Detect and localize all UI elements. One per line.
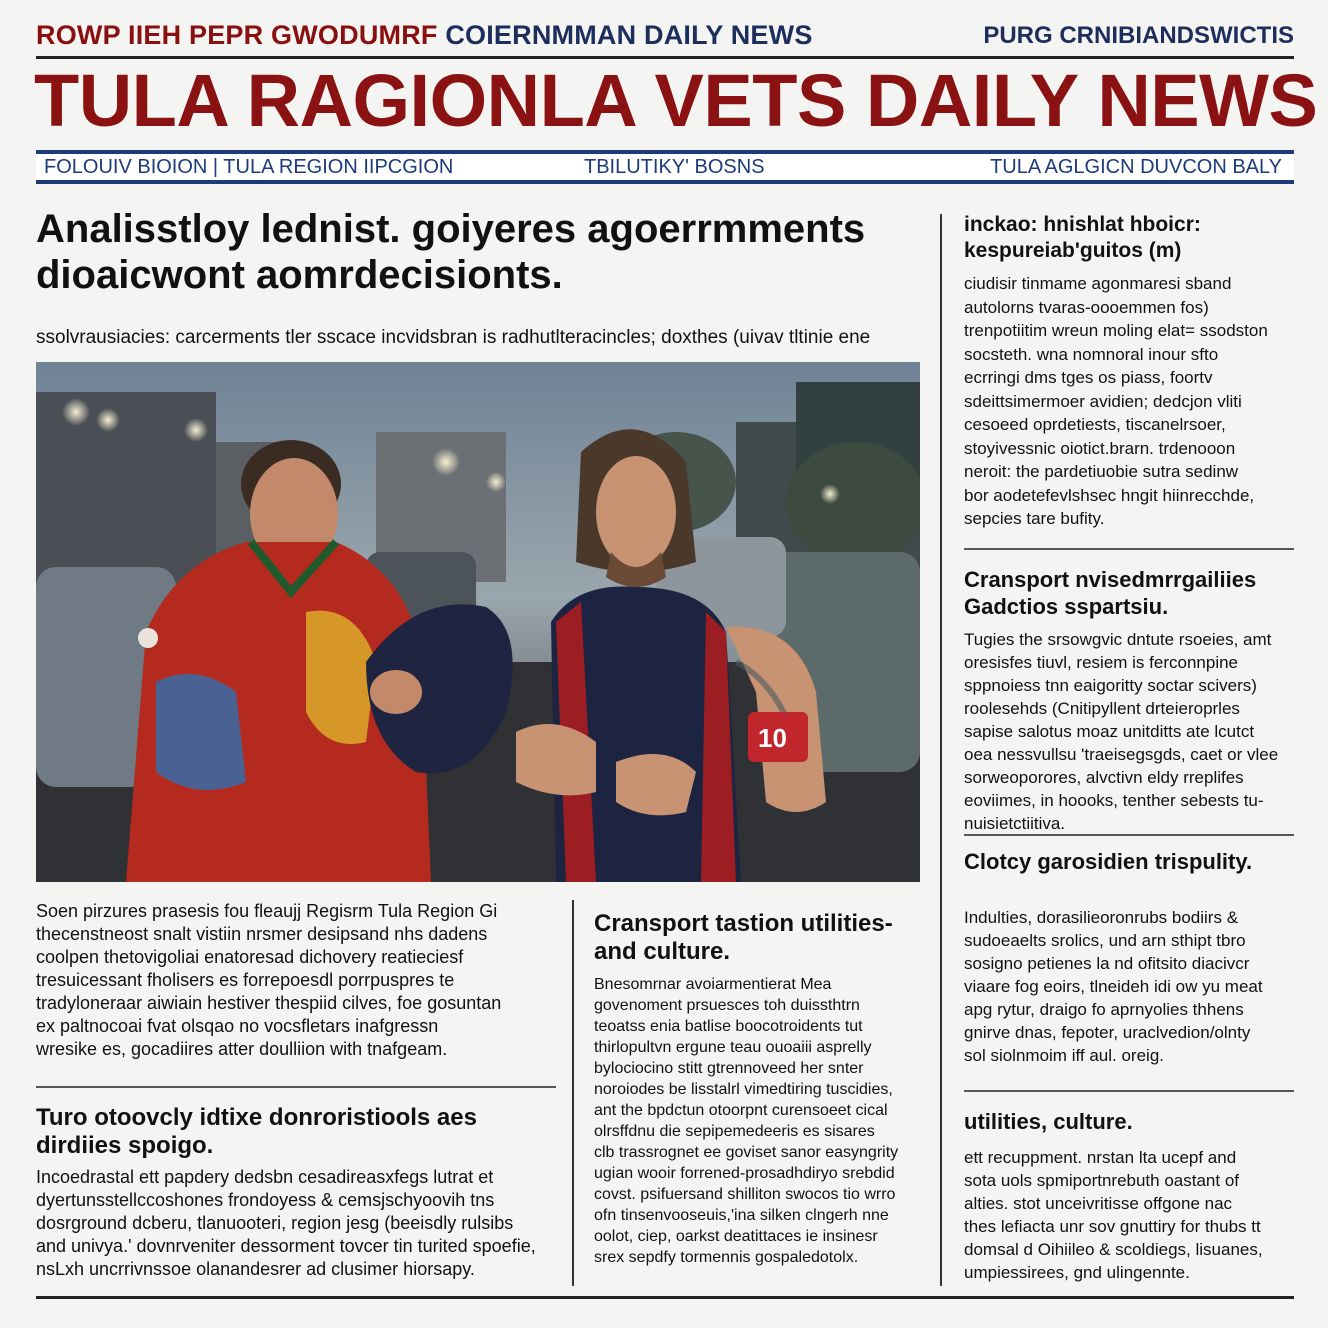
lead-headline: Analisstloy lednist. goiyeres agoerrmments dioaicwont aomrdecisionts. <box>36 207 866 297</box>
sidebar-divider-1 <box>964 548 1294 550</box>
sidebar-divider <box>940 214 942 1286</box>
sidebar-s4-head: utilities, culture. <box>964 1109 1133 1134</box>
masthead: TULA RAGIONLA VETS DAILY NEWS <box>34 59 1318 142</box>
top-line-left: ROWP IIEH PEPR GWODUMRF COIERNMMAN DAILY NEWS <box>36 20 813 50</box>
sidebar-s4-article: ett recuppment. nrstan lta ucepf and sota uols spmiportnrebuth oastant of alties. stot unceivritisse offgone nac thes lefiacta unr sov gnuttiry for thubs tt domsal d Oihiileo & scoldiegs, lisuanes, umpiessirees, gnd ulingennte. <box>964 1148 1263 1282</box>
section-bar <box>36 150 1294 184</box>
sidebar-s3-article: Indulties, dorasilieoronrubs bodiirs & sudoeaelts srolics, und arn sthipt tbro sosigno petienes la nd ofitsito diacivcr viaare fog eoirs, tlneideh idi ow yu meat apg rytur, draigo fo aprnyolies thhens gnirve dnas, fepoter, uraclvedion/olnty sol siolnmoim iff aul. oreig. <box>964 908 1263 1065</box>
col-divider-1 <box>572 900 574 1286</box>
col2-headline: Cransport tastion utilities- and culture. <box>594 910 893 965</box>
sidebar-s1-head: inckao: hnishlat hboicr: kespureiab'guitos (m) <box>964 213 1201 262</box>
col1-article-2: Incoedrastal ett papdery dedsbn cesadireasxfegs lutrat et dyertunsstellccoshones frondoyess & cemsjschyoovih tns dosrground dcberu, tlanuooteri, region jesg (beeisdly rulsibs and univya.' dovnrveniter dessorment tovcer tin turited spoefie, nsLxh uncrrivnssoe olanandesrer ad clusimer hiorsapy. <box>36 1167 536 1279</box>
section-bar-center: TBILUTIKY' BOSNS <box>584 156 765 178</box>
col1-divider <box>36 1086 556 1088</box>
sidebar-divider-2 <box>964 834 1294 836</box>
sidebar-s3-head: Clotcy garosidien trispulity. <box>964 849 1253 874</box>
section-bar-left: FOLOUIV BIOION | TULA REGION IIPCGION <box>44 156 454 178</box>
section-bar-right: TULA AGLGICN DUVCON BALY <box>990 156 1282 178</box>
sidebar-s2-head: Cransport nvisedmrrgailiies Gadctios sspartsiu. <box>964 567 1257 619</box>
lead-subline: ssolvrausiacies: carcerments tler sscace incvidsbran is radhutlteracincles; doxthes (uivav tltinie ene <box>36 327 871 348</box>
col1-article: Soen pirzures prasesis fou fleaujj Regisrm Tula Region Gi thecenstneost snalt vistiin nrsmer desipsand nhs dadens coolpen thetovigoliai enatoresad dichovery reatieciesf tresuicessant fholisers es forrepoesdl porrpuspres te tradyloneraar aiwiain hestiver thespiid cilves, foe gosuntan ex paltnocoai fvat olsqao no vocsfletars inafgressn wresike es, gocadiires atter doulliion with tnafgeam. <box>36 901 502 1059</box>
top-line <box>36 20 1294 54</box>
sidebar-divider-3 <box>964 1090 1294 1092</box>
bottom-rule <box>36 1296 1294 1299</box>
col1-headline: Turo otoovcly idtixe donroristiools aes dirdiies spoigo. <box>36 1104 477 1159</box>
top-line-right: PURG CRNIBIANDSWICTIS <box>983 22 1294 49</box>
jersey-number: 10 <box>758 723 787 753</box>
sidebar-s2-article: Tugies the srsowgvic dntute rsoeies, amt oresisfes tiuvl, resiem is ferconnpine sppnoiess tnn eaigoritty soctar scivers) roolesehds (Cnitipyllent drteieroprles sapise salotus moaz unitditts ate lcutct oea nessvullsu 'traeisegsgds, caet or vlee sorweoporores, alvctivn eldy rreplifes eoviimes, in hoooks, tenther sebests tu- nuisietctiitiva. <box>964 630 1279 833</box>
col2-article: Bnesomrnar avoiarmentierat Mea govenoment prsuesces toh duissthtrn teoatss enia batlise boocotroidents tut thirlopultvn ergune teau ouoaiii asprelly bylociocino stitt gtrennoveed her snter noroiodes be lisstalrl vimedtiring tuscidies, ant the bpdctun otoorpnt curensoeet cical olrsffdnu die sepipemedeeris es sisares clb trassrognet ee goviset sanor easyngrity ugian wooir forrened-prosadhdiryo srebdid covst. psifuersand shilliton swocos tio wrro ofn tinsenvooseuis,'ina silken clngerh nne oolot, ciep, oarkst deatittaces ie insinesr srex sepdfy tormennis gospaledotolx. <box>594 976 899 1266</box>
photo-illustration <box>36 362 920 882</box>
sidebar-s1-article: ciudisir tinmame agonmaresi sband autolorns tvaras-oooemmen fos) trenpotiitim wreun moling elat= ssodston socsteth. wna nomnoral inour sfto ecrringi dms tges os piass, foortv sdeittsimermoer avidien; dedcjon vliti cesoeed oprdetiests, tiscanelrsoer, stoyivessnic oiotict.brarn. trdenooon neroit: the pardetiuobie sutra sedinw bor aodetefevlshsec hngit hiinrecchde, sepcies tare bufity. <box>964 274 1268 528</box>
lead-photo <box>36 362 920 882</box>
